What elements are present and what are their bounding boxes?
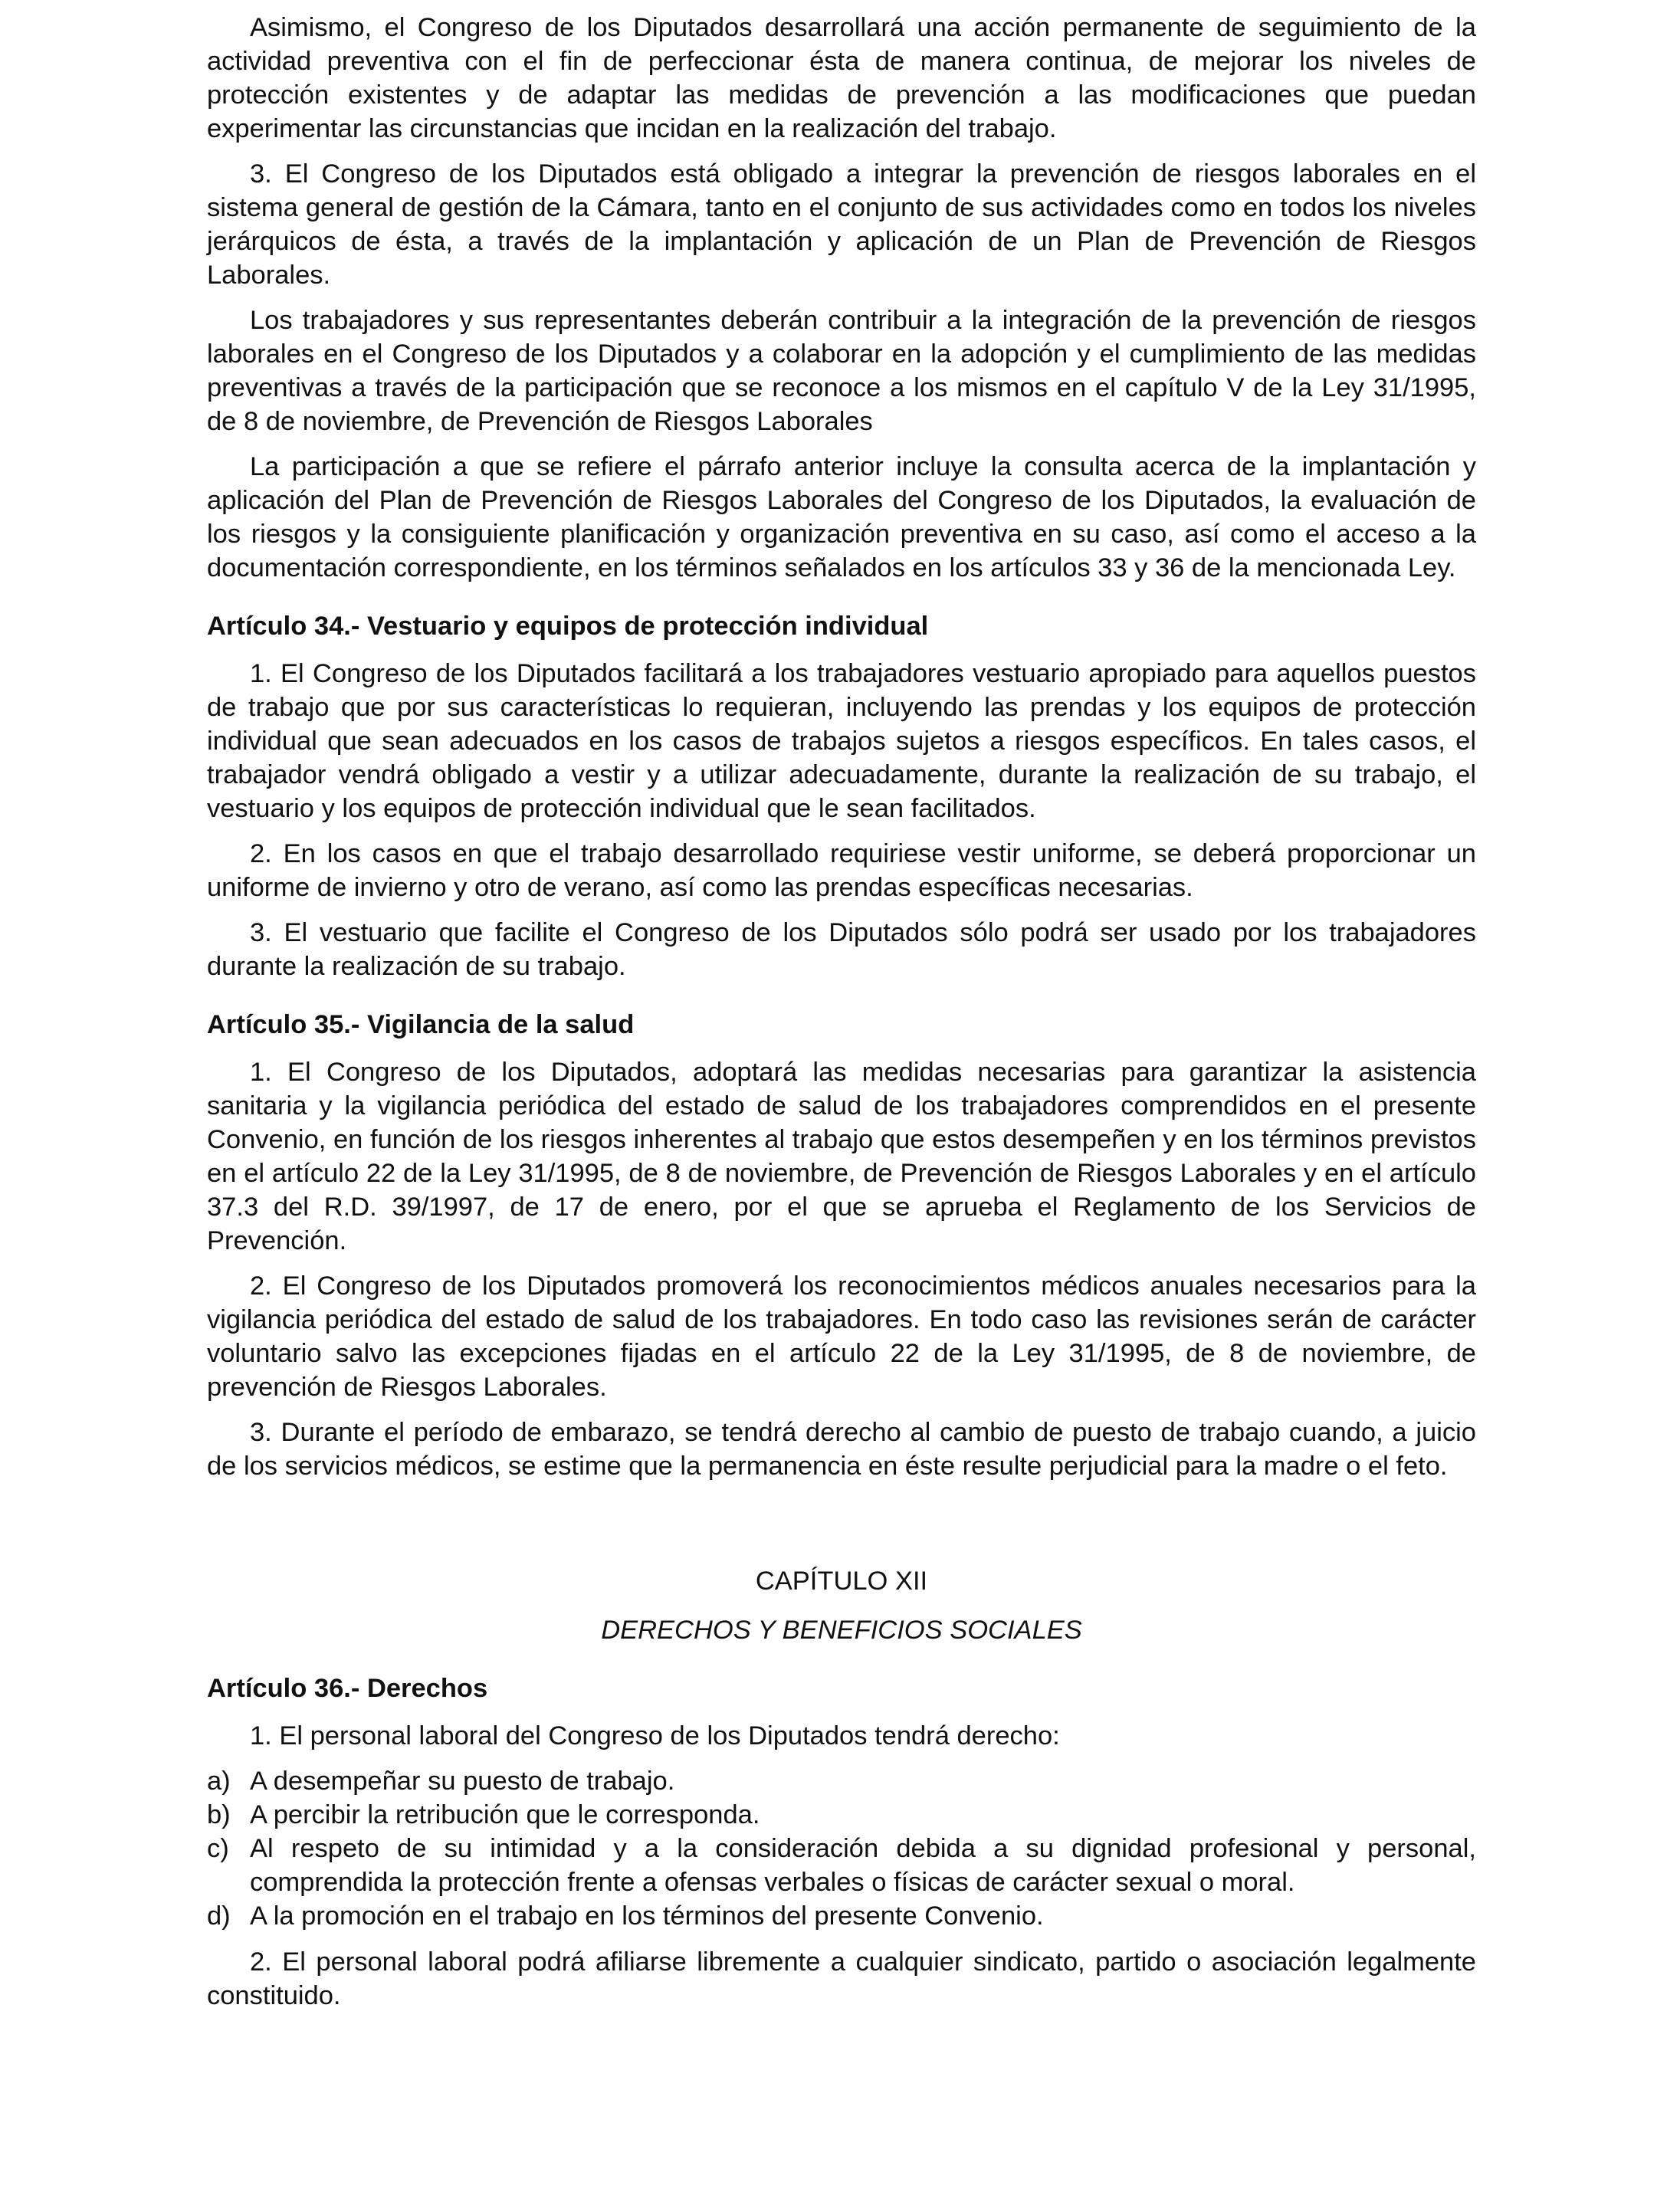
- list-item-text: A la promoción en el trabajo en los términos del presente Convenio.: [250, 1901, 1044, 1931]
- paragraph: 1. El personal laboral del Congreso de los Diputados tendrá derecho:: [250, 1721, 1060, 1750]
- paragraph: 1. El Congreso de los Diputados facilitará a los trabajadores vestuario apropiado para aquellos puestos de trabajo que por sus características lo requieran, incluyendo las prendas y los equipos de protección individual que sean adecuados en los casos de trabajos sujetos a riesgos específicos. En tales casos, el trabajador vendrá obligado a vestir y a utilizar adecuadamente, durante la realización de su trabajo, el vestuario y los equipos de protección individual que le sean facilitados.: [207, 659, 1476, 823]
- chapter-title: CAPÍTULO XII: [755, 1567, 928, 1596]
- list-item: [207, 1832, 1476, 1899]
- list-item: [207, 1764, 1476, 1798]
- article-35-heading: Artículo 35.- Vigilancia de la salud: [207, 1010, 635, 1039]
- paragraph: 3. El Congreso de los Diputados está obligado a integrar la prevención de riesgos laborales en el sistema general de gestión de la Cámara, tanto en el conjunto de sus actividades como en todos los niveles jerárquicos de ésta, a través de la implantación y aplicación de un Plan de Prevención de Riesgos Laborales.: [207, 159, 1476, 290]
- paragraph: Asimismo, el Congreso de los Diputados desarrollará una acción permanente de seguimiento de la actividad preventiva con el fin de perfeccionar ésta de manera continua, de mejorar los niveles de protección existentes y de adaptar las medidas de prevención a las modificaciones que puedan experimentar las circunstancias que incidan en la realización del trabajo.: [207, 13, 1476, 143]
- list-marker: c): [207, 1834, 229, 1863]
- list-item: [207, 1798, 1476, 1832]
- article-34-heading: Artículo 34.- Vestuario y equipos de protección individual: [207, 612, 929, 641]
- paragraph: Los trabajadores y sus representantes deberán contribuir a la integración de la prevención de riesgos laborales en el Congreso de los Diputados y a colaborar en la adopción y el cumplimiento de las medidas preventivas a través de la participación que se reconoce a los mismos en el capítulo V de la Ley 31/1995, de 8 de noviembre, de Prevención de Riesgos Laborales: [207, 306, 1476, 436]
- list-item: [207, 1899, 1476, 1933]
- paragraph: 2. En los casos en que el trabajo desarrollado requiriese vestir uniforme, se deberá proporcionar un uniforme de invierno y otro de verano, así como las prendas específicas necesarias.: [207, 839, 1476, 902]
- paragraph: 2. El personal laboral podrá afiliarse libremente a cualquier sindicato, partido o asociación legalmente constituido.: [207, 1947, 1476, 2010]
- rights-list: [207, 1764, 1476, 1933]
- paragraph: 3. Durante el período de embarazo, se tendrá derecho al cambio de puesto de trabajo cuando, a juicio de los servicios médicos, se estime que la permanencia en éste resulte perjudicial para la madre o el feto.: [207, 1418, 1476, 1481]
- list-item-text: Al respeto de su intimidad y a la consideración debida a su dignidad profesional y personal, comprendida la protección frente a ofensas verbales o físicas de carácter sexual o moral.: [250, 1834, 1476, 1897]
- paragraph: La participación a que se refiere el párrafo anterior incluye la consulta acerca de la implantación y aplicación del Plan de Prevención de Riesgos Laborales del Congreso de los Diputados, la evaluación de los riesgos y la consiguiente planificación y organización preventiva en su caso, así como el acceso a la documentación correspondiente, en los términos señalados en los artículos 33 y 36 de la mencionada Ley.: [207, 452, 1476, 582]
- list-marker: b): [207, 1800, 231, 1829]
- paragraph: 1. El Congreso de los Diputados, adoptará las medidas necesarias para garantizar la asistencia sanitaria y la vigilancia periódica del estado de salud de los trabajadores comprendidos en el presente Convenio, en función de los riesgos inherentes al trabajo que estos desempeñen y en los términos previstos en el artículo 22 de la Ley 31/1995, de 8 de noviembre, de Prevención de Riesgos Laborales y en el artículo 37.3 del R.D. 39/1997, de 17 de enero, por el que se aprueba el Reglamento de los Servicios de Prevención.: [207, 1058, 1476, 1255]
- list-item-text: A percibir la retribución que le corresponda.: [250, 1800, 760, 1829]
- article-36-heading: Artículo 36.- Derechos: [207, 1674, 488, 1703]
- paragraph: 3. El vestuario que facilite el Congreso de los Diputados sólo podrá ser usado por los trabajadores durante la realización de su trabajo.: [207, 918, 1476, 981]
- paragraph: 2. El Congreso de los Diputados promoverá los reconocimientos médicos anuales necesarios para la vigilancia periódica del estado de salud de los trabajadores. En todo caso las revisiones serán de carácter voluntario salvo las excepciones fijadas en el artículo 22 de la Ley 31/1995, de 8 de noviembre, de prevención de Riesgos Laborales.: [207, 1271, 1476, 1402]
- list-marker: d): [207, 1901, 231, 1931]
- chapter-subtitle: DERECHOS Y BENEFICIOS SOCIALES: [601, 1616, 1082, 1645]
- list-item-text: A desempeñar su puesto de trabajo.: [250, 1767, 675, 1796]
- document-page: [207, 11, 1476, 2024]
- list-marker: a): [207, 1767, 231, 1796]
